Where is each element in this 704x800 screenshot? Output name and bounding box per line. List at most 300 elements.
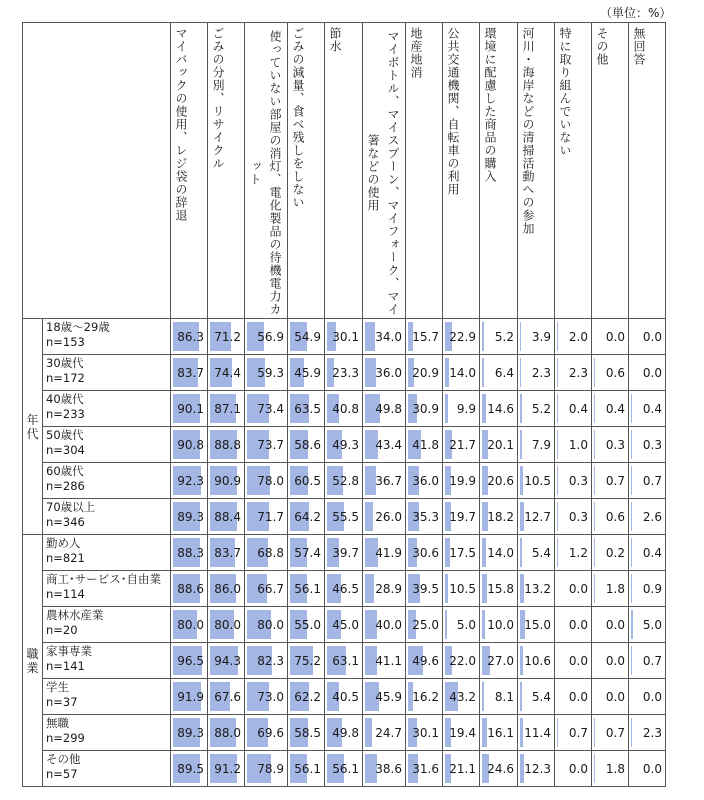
value-label: 36.7 [375, 473, 402, 488]
value-label: 24.6 [487, 761, 514, 776]
row-label [43, 427, 171, 463]
value-cell [363, 319, 406, 355]
row-label-name: 30歳代 [46, 356, 84, 370]
value-bar [482, 574, 487, 603]
value-cell [288, 535, 325, 571]
value-label: 63.1 [332, 653, 359, 668]
value-cell [406, 391, 443, 427]
value-label: 0.0 [568, 761, 588, 776]
value-cell [245, 571, 288, 607]
value-cell [592, 571, 629, 607]
value-cell [555, 391, 592, 427]
value-label: 31.6 [412, 761, 439, 776]
value-cell [480, 679, 518, 715]
value-cell [518, 427, 555, 463]
value-cell [363, 463, 406, 499]
column-header-label: 環境に配慮した商品の購入 [483, 27, 497, 183]
value-label: 40.5 [332, 689, 359, 704]
value-cell [325, 679, 363, 715]
value-cell [288, 751, 325, 787]
value-label: 41.1 [375, 653, 402, 668]
value-label: 46.5 [332, 581, 359, 596]
value-label: 89.5 [177, 761, 204, 776]
value-label: 0.4 [642, 401, 662, 416]
value-cell [443, 607, 480, 643]
value-cell [480, 463, 518, 499]
table-row [23, 751, 666, 787]
row-label [43, 463, 171, 499]
value-cell [518, 679, 555, 715]
value-label: 5.2 [531, 401, 551, 416]
value-cell [171, 355, 208, 391]
value-label: 63.5 [294, 401, 321, 416]
value-label: 19.7 [449, 509, 476, 524]
value-label: 0.0 [568, 617, 588, 632]
value-cell [245, 391, 288, 427]
column-header [518, 23, 555, 319]
value-label: 15.8 [487, 581, 514, 596]
value-label: 88.8 [214, 437, 241, 452]
group-label: 職 業 [23, 535, 43, 787]
value-cell [480, 391, 518, 427]
value-cell [406, 715, 443, 751]
value-cell [518, 391, 555, 427]
value-label: 66.7 [257, 581, 284, 596]
value-label: 0.0 [642, 761, 662, 776]
value-label: 0.0 [642, 365, 662, 380]
value-label: 20.9 [412, 365, 439, 380]
value-cell [245, 499, 288, 535]
value-label: 27.0 [487, 653, 514, 668]
value-label: 0.0 [605, 689, 625, 704]
value-cell [363, 535, 406, 571]
value-cell [208, 499, 245, 535]
value-cell [406, 571, 443, 607]
value-cell [363, 427, 406, 463]
data-table [22, 22, 666, 787]
value-cell [555, 607, 592, 643]
column-header-label: 特に取り組んでいない [558, 27, 572, 157]
value-label: 62.2 [294, 689, 321, 704]
value-bar [594, 574, 595, 603]
value-bar [365, 358, 376, 387]
value-label: 80.0 [177, 617, 204, 632]
table-row [23, 571, 666, 607]
value-cell [480, 715, 518, 751]
value-label: 34.0 [375, 329, 402, 344]
value-label: 1.2 [568, 545, 588, 560]
value-label: 22.0 [449, 653, 476, 668]
column-header [325, 23, 363, 319]
row-label-n: n=153 [46, 335, 85, 349]
value-cell [480, 643, 518, 679]
value-label: 69.6 [257, 725, 284, 740]
row-label-n: n=172 [46, 371, 85, 385]
value-label: 0.0 [605, 653, 625, 668]
value-label: 55.5 [332, 509, 359, 524]
value-label: 88.4 [214, 509, 241, 524]
value-label: 0.7 [642, 653, 662, 668]
value-cell [592, 319, 629, 355]
value-bar [520, 538, 522, 567]
value-label: 28.9 [375, 581, 402, 596]
row-label-name: 家事専業 [46, 644, 92, 658]
value-bar [557, 322, 558, 351]
value-cell [288, 319, 325, 355]
value-bar [520, 682, 522, 711]
value-label: 35.3 [412, 509, 439, 524]
value-cell [480, 319, 518, 355]
value-cell [629, 715, 666, 751]
value-cell [325, 715, 363, 751]
value-cell [208, 679, 245, 715]
value-label: 20.1 [487, 437, 514, 452]
value-cell [443, 499, 480, 535]
value-bar [482, 394, 486, 423]
value-label: 12.3 [524, 761, 551, 776]
value-label: 21.1 [449, 761, 476, 776]
value-label: 73.0 [257, 689, 284, 704]
value-label: 24.7 [375, 725, 402, 740]
value-bar [445, 610, 447, 639]
row-label-name: 商工･サービス･自由業 [46, 572, 161, 586]
value-label: 80.0 [214, 617, 241, 632]
column-header [208, 23, 245, 319]
value-label: 55.0 [294, 617, 321, 632]
value-cell [363, 643, 406, 679]
value-label: 82.3 [257, 653, 284, 668]
table-row [23, 319, 666, 355]
value-cell [325, 355, 363, 391]
value-cell [288, 643, 325, 679]
value-bar [365, 322, 375, 351]
value-label: 0.0 [642, 689, 662, 704]
value-cell [208, 463, 245, 499]
value-label: 5.4 [531, 545, 551, 560]
value-cell [208, 715, 245, 751]
value-label: 30.6 [412, 545, 439, 560]
value-label: 9.9 [456, 401, 476, 416]
value-cell [555, 715, 592, 751]
value-cell [171, 535, 208, 571]
value-label: 6.4 [494, 365, 514, 380]
value-label: 5.4 [531, 689, 551, 704]
value-label: 90.8 [177, 437, 204, 452]
table-corner [23, 23, 171, 319]
value-label: 1.8 [605, 761, 625, 776]
value-cell [245, 679, 288, 715]
column-header-label: ごみの分別、リサイクル [211, 27, 225, 170]
column-header [245, 23, 288, 319]
value-cell [171, 391, 208, 427]
value-label: 0.9 [642, 581, 662, 596]
table-row [23, 355, 666, 391]
value-cell [592, 607, 629, 643]
value-bar [594, 754, 595, 783]
value-cell [245, 427, 288, 463]
value-bar [482, 718, 487, 747]
value-label: 74.4 [214, 365, 241, 380]
value-label: 88.3 [177, 545, 204, 560]
value-label: 0.7 [568, 725, 588, 740]
value-label: 43.2 [449, 689, 476, 704]
value-cell [555, 319, 592, 355]
value-cell [363, 391, 406, 427]
value-label: 86.3 [177, 329, 204, 344]
value-label: 0.4 [642, 545, 662, 560]
value-label: 2.6 [642, 509, 662, 524]
value-cell [363, 607, 406, 643]
value-cell [555, 751, 592, 787]
value-cell [518, 355, 555, 391]
value-cell [171, 643, 208, 679]
value-cell [406, 319, 443, 355]
value-cell [208, 319, 245, 355]
value-cell [443, 535, 480, 571]
value-bar [365, 574, 374, 603]
table-row [23, 607, 666, 643]
value-label: 73.7 [257, 437, 284, 452]
value-label: 91.2 [214, 761, 241, 776]
value-label: 0.0 [568, 653, 588, 668]
value-label: 58.6 [294, 437, 321, 452]
value-cell [555, 535, 592, 571]
column-header [629, 23, 666, 319]
value-cell [325, 391, 363, 427]
value-label: 36.0 [375, 365, 402, 380]
value-cell [406, 535, 443, 571]
value-label: 71.7 [257, 509, 284, 524]
value-label: 14.0 [449, 365, 476, 380]
value-label: 0.7 [605, 725, 625, 740]
value-label: 5.0 [456, 617, 476, 632]
value-cell [518, 463, 555, 499]
value-label: 16.2 [412, 689, 439, 704]
value-label: 10.5 [524, 473, 551, 488]
value-cell [245, 751, 288, 787]
value-label: 56.1 [294, 761, 321, 776]
value-label: 71.2 [214, 329, 241, 344]
value-cell [555, 643, 592, 679]
value-bar [557, 358, 558, 387]
value-label: 39.7 [332, 545, 359, 560]
value-cell [629, 751, 666, 787]
value-bar [365, 502, 373, 531]
value-cell [171, 427, 208, 463]
row-label-n: n=233 [46, 407, 85, 421]
value-cell [208, 607, 245, 643]
value-cell [245, 463, 288, 499]
value-cell [171, 715, 208, 751]
row-label [43, 391, 171, 427]
column-header-label: ごみの減量、食べ残しをしない [291, 27, 305, 209]
value-cell [208, 535, 245, 571]
value-label: 49.3 [332, 437, 359, 452]
group-label: 年 代 [23, 319, 43, 535]
value-cell [208, 427, 245, 463]
value-label: 83.7 [177, 365, 204, 380]
value-cell [245, 643, 288, 679]
value-label: 45.9 [375, 689, 402, 704]
value-label: 0.6 [605, 509, 625, 524]
value-cell [443, 679, 480, 715]
value-label: 21.7 [449, 437, 476, 452]
value-label: 75.2 [294, 653, 321, 668]
value-cell [518, 607, 555, 643]
value-cell [555, 499, 592, 535]
value-cell [406, 751, 443, 787]
value-bar [520, 358, 521, 387]
value-cell [288, 715, 325, 751]
value-cell [406, 355, 443, 391]
value-cell [245, 535, 288, 571]
value-label: 18.2 [487, 509, 514, 524]
value-label: 10.5 [449, 581, 476, 596]
value-cell [443, 391, 480, 427]
value-label: 90.1 [177, 401, 204, 416]
value-cell [555, 355, 592, 391]
column-header-label: 節水 [328, 27, 342, 53]
row-label-name: 農林水産業 [46, 608, 104, 622]
value-label: 67.6 [214, 689, 241, 704]
value-cell [171, 751, 208, 787]
value-bar [482, 682, 484, 711]
value-label: 2.0 [568, 329, 588, 344]
row-label-name: 40歳代 [46, 392, 84, 406]
value-cell [208, 643, 245, 679]
value-label: 0.4 [568, 401, 588, 416]
row-label-n: n=286 [46, 479, 85, 493]
value-cell [480, 607, 518, 643]
value-label: 0.0 [568, 581, 588, 596]
table-row [23, 679, 666, 715]
value-label: 88.0 [214, 725, 241, 740]
value-bar [520, 466, 523, 495]
value-label: 43.4 [375, 437, 402, 452]
value-cell [406, 643, 443, 679]
table-row [23, 643, 666, 679]
value-label: 92.3 [177, 473, 204, 488]
value-bar [445, 394, 448, 423]
value-label: 15.0 [524, 617, 551, 632]
table-row [23, 535, 666, 571]
value-bar [520, 646, 523, 675]
value-cell [245, 319, 288, 355]
row-label [43, 571, 171, 607]
value-cell [288, 607, 325, 643]
unit-note: （単位：%） [600, 6, 672, 20]
value-bar [482, 358, 484, 387]
value-cell [288, 463, 325, 499]
value-label: 1.8 [605, 581, 625, 596]
value-bar [631, 610, 633, 639]
value-cell [288, 499, 325, 535]
value-label: 30.1 [332, 329, 359, 344]
value-label: 0.4 [605, 401, 625, 416]
column-header [592, 23, 629, 319]
value-cell [518, 571, 555, 607]
value-cell [555, 679, 592, 715]
value-cell [629, 427, 666, 463]
value-label: 58.5 [294, 725, 321, 740]
value-cell [480, 427, 518, 463]
row-label-n: n=114 [46, 587, 85, 601]
value-label: 5.0 [642, 617, 662, 632]
table-row [23, 499, 666, 535]
value-label: 52.8 [332, 473, 359, 488]
value-label: 2.3 [531, 365, 551, 380]
value-cell [208, 751, 245, 787]
value-label: 20.6 [487, 473, 514, 488]
value-cell [592, 751, 629, 787]
value-label: 40.8 [332, 401, 359, 416]
value-bar [631, 718, 632, 747]
value-cell [288, 355, 325, 391]
row-label-name: 50歳代 [46, 428, 84, 442]
value-cell [325, 751, 363, 787]
value-label: 39.5 [412, 581, 439, 596]
value-cell [325, 535, 363, 571]
value-label: 10.0 [487, 617, 514, 632]
column-header-label: 河川・海岸などの清掃活動への参加 [521, 27, 535, 235]
value-cell [245, 607, 288, 643]
value-cell [480, 499, 518, 535]
row-label-name: 18歳～29歳 [46, 320, 110, 334]
row-label-n: n=20 [46, 623, 78, 637]
column-header-label: 無回答 [632, 27, 646, 66]
value-label: 36.0 [412, 473, 439, 488]
row-label [43, 715, 171, 751]
value-bar [520, 322, 521, 351]
value-label: 49.8 [332, 725, 359, 740]
value-cell [443, 463, 480, 499]
value-cell [480, 355, 518, 391]
value-cell [443, 571, 480, 607]
value-label: 83.7 [214, 545, 241, 560]
table-row [23, 391, 666, 427]
value-label: 22.9 [449, 329, 476, 344]
value-cell [592, 499, 629, 535]
value-cell [406, 427, 443, 463]
value-cell [592, 535, 629, 571]
value-bar [520, 430, 522, 459]
value-cell [555, 427, 592, 463]
value-label: 49.8 [375, 401, 402, 416]
value-bar [520, 718, 523, 747]
column-header-label: その他 [595, 27, 609, 66]
value-label: 11.4 [524, 725, 551, 740]
value-label: 0.7 [605, 473, 625, 488]
value-label: 88.6 [177, 581, 204, 596]
value-label: 38.6 [375, 761, 402, 776]
value-label: 0.0 [568, 689, 588, 704]
value-label: 19.4 [449, 725, 476, 740]
value-cell [171, 607, 208, 643]
table-row [23, 715, 666, 751]
value-bar [482, 538, 486, 567]
column-header [443, 23, 480, 319]
value-label: 14.0 [487, 545, 514, 560]
value-cell [629, 391, 666, 427]
column-header [363, 23, 406, 319]
value-label: 0.3 [568, 473, 588, 488]
value-cell [629, 499, 666, 535]
value-label: 25.0 [412, 617, 439, 632]
value-label: 49.6 [412, 653, 439, 668]
value-label: 30.1 [412, 725, 439, 740]
row-label [43, 679, 171, 715]
value-label: 0.3 [642, 437, 662, 452]
